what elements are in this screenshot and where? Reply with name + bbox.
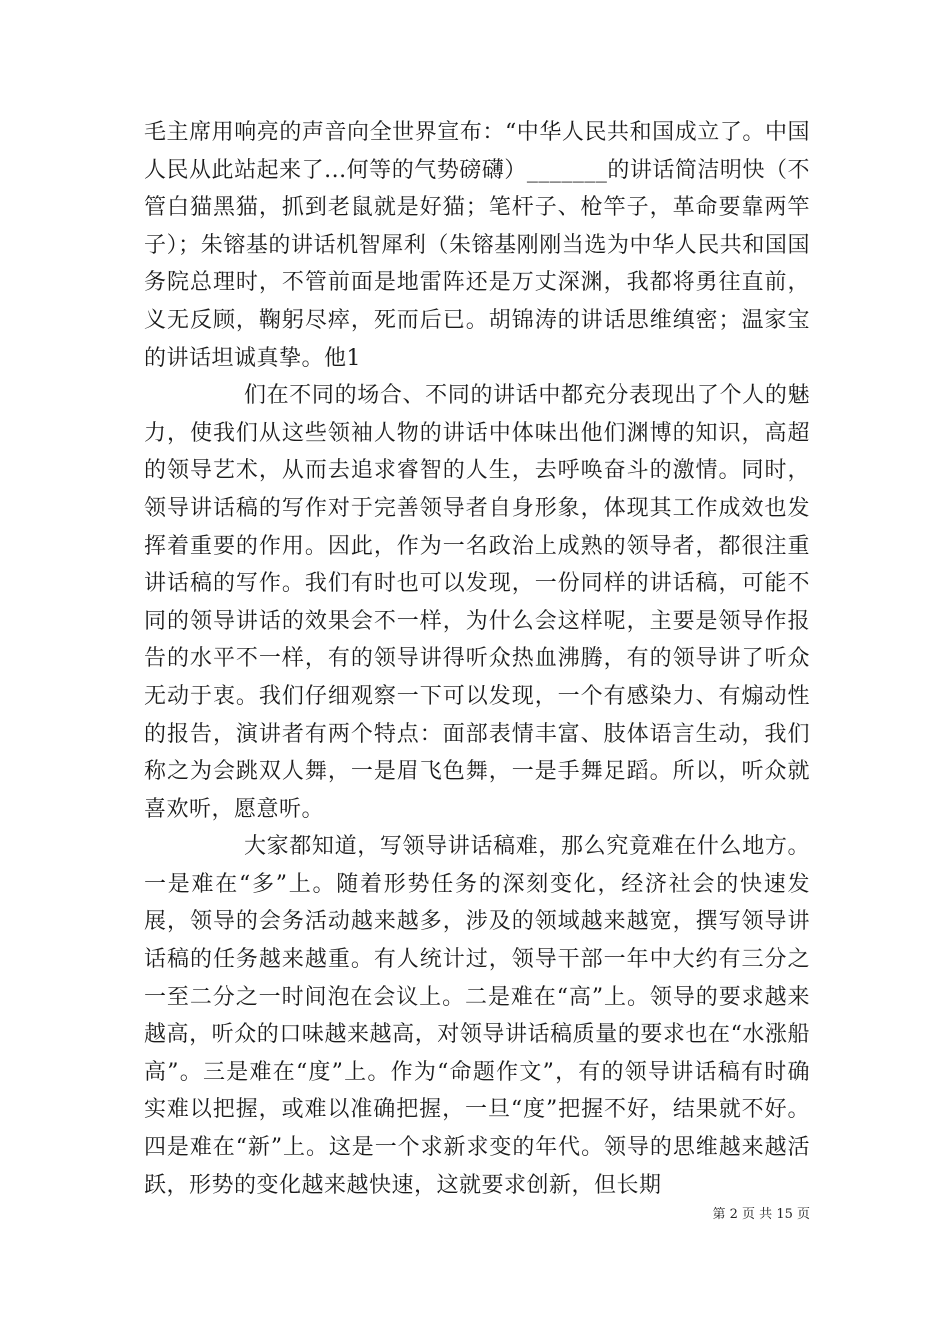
paragraph-2: 们在不同的场合、不同的讲话中都充分表现出了个人的魅力，使我们从这些领袖人物的讲话中体味出他们渊博的知识，高超的领导艺术，从而去追求睿智的人生，去呼唤奋斗的激情。同时，领导讲话稿的写作对于完善领导者自身形象，体现其工作成效也发挥着重要的作用。因此，作为一名政治上成熟的领导者，都很注重讲话稿的写作。我们有时也可以发现，一份同样的讲话稿，可能不同的领导讲话的效果会不一样，为什么会这样呢，主要是领导作报告的水平不一样，有的领导讲得听众热血沸腾，有的领导讲了听众无动于衷。我们仔细观察一下可以发现，一个有感染力、有煽动性的报告，演讲者有两个特点：面部表情丰富、肢体语言生动，我们称之为会跳双人舞，一是眉飞色舞，一是手舞足蹈。所以，听众就喜欢听，愿意听。 <box>144 383 810 822</box>
page-number-footer: 第 2 页 共 15 页 <box>712 1207 810 1222</box>
document-body <box>144 114 810 1204</box>
paragraph-3: 大家都知道，写领导讲话稿难，那么究竟难在什么地方。一是难在“多”上。随着形势任务的深刻变化，经济社会的快速发展，领导的会务活动越来越多，涉及的领域越来越宽，撰写领导讲话稿的任务越来越重。有人统计过，领导干部一年中大约有三分之一至二分之一时间泡在会议上。二是难在“高”上。领导的要求越来越高，听众的口味越来越高，对领导讲话稿质量的要求也在“水涨船高”。三是难在“度”上。作为“命题作文”，有的领导讲话稿有时确实难以把握，或难以准确把握，一旦“度”把握不好，结果就不好。四是难在“新”上。这是一个求新求变的年代。领导的思维越来越活跃，形势的变化越来越快速，这就要求创新，但长期 <box>144 834 810 1198</box>
paragraph-1: 毛主席用响亮的声音向全世界宣布：“中华人民共和国成立了。中国人民从此站起来了...何等的气势磅礴）_______的讲话简洁明快（不管白猫黑猫，抓到老鼠就是好猫；笔杆子、枪竿子，革命要靠两竿子）；朱镕基的讲话机智犀利（朱镕基刚刚当选为中华人民共和国国务院总理时，不管前面是地雷阵还是万丈深渊，我都将勇往直前，义无反顾，鞠躬尽瘁，死而后已。胡锦涛的讲话思维缜密；温家宝的讲话坦诚真挚。他1 <box>144 120 810 371</box>
